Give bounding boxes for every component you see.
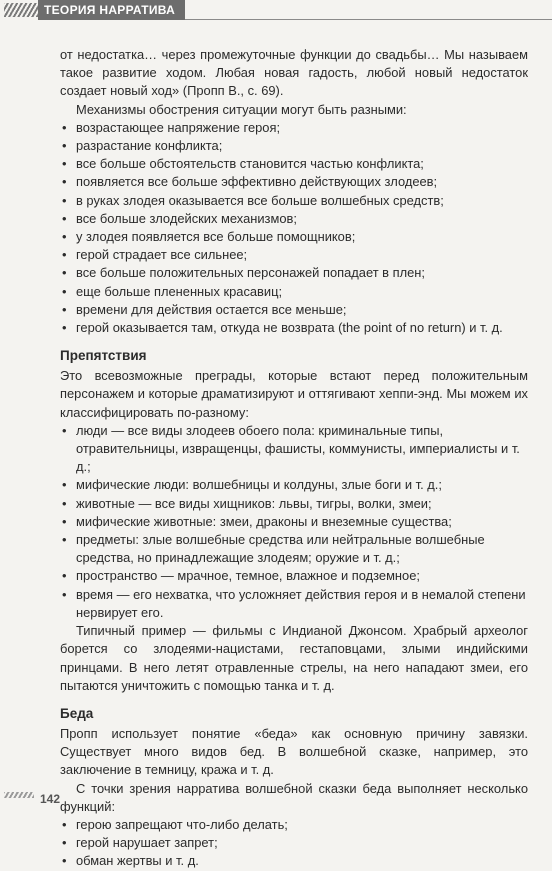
trouble-list bbox=[60, 816, 528, 871]
list-item: • мифические люди: волшебницы и колдуны, злые боги и т. д.; bbox=[60, 476, 528, 494]
list-item: • все больше злодейских механизмов; bbox=[60, 210, 528, 228]
list-item: • герой нарушает запрет; bbox=[60, 834, 528, 852]
list-item: • разрастание конфликта; bbox=[60, 137, 528, 155]
running-header-title: ТЕОРИЯ НАРРАТИВА bbox=[38, 0, 185, 20]
list-item: • обман жертвы и т. д. bbox=[60, 852, 528, 870]
list-item: • у злодея появляется все больше помощников; bbox=[60, 228, 528, 246]
list-item: • возрастающее напряжение героя; bbox=[60, 119, 528, 137]
list-item: • времени для действия остается все меньше; bbox=[60, 301, 528, 319]
text-column bbox=[60, 46, 528, 871]
trouble-functions-paragraph: С точки зрения нарратива волшебной сказки беда выполняет несколько функций: bbox=[60, 780, 528, 814]
obstacles-paragraph: Это всевозможные преграды, которые встают перед положительным персонажем и которые драматизируют и оттягивают хеппи-энд. Мы можем их классифицировать по-разному: bbox=[60, 368, 528, 420]
header-rule bbox=[185, 0, 552, 20]
example-paragraph: Типичный пример — фильмы с Индианой Джонсом. Храбрый археолог борется со злодеями-нацистами, гестаповцами, злыми индийскими принцами. В него летят отравленные стрелы, на него нападают змеи, его пытаются уничтожить с помощью танка и т. д. bbox=[60, 623, 528, 693]
page-number: 142 bbox=[40, 792, 61, 806]
list-item: • предметы: злые волшебные средства или нейтральные волшебные средства, но принадлежащие злодеям; оружие и т. д.; bbox=[60, 531, 528, 567]
list-item: • мифические животные: змеи, драконы и внеземные существа; bbox=[60, 513, 528, 531]
list-item: • в руках злодея оказывается все больше волшебных средств; bbox=[60, 192, 528, 210]
header-hatch-decoration bbox=[4, 3, 38, 17]
footer-hatch-decoration bbox=[4, 792, 34, 798]
list-item: • еще больше плененных красавиц; bbox=[60, 283, 528, 301]
list-item: • животные — все виды хищников: львы, тигры, волки, змеи; bbox=[60, 495, 528, 513]
list-item: • время — его нехватка, что усложняет действия героя и в немалой степени нервирует его. bbox=[60, 586, 528, 622]
trouble-heading: Беда bbox=[60, 705, 94, 721]
obstacles-heading: Препятствия bbox=[60, 348, 147, 364]
trouble-paragraph: Пропп использует понятие «беда» как основную причину завязки. Существует много видов бед. В волшебной сказке, например, это заключение в темницу, кража и т. д. bbox=[60, 725, 528, 778]
intro-paragraph: от недостатка… через промежуточные функции до свадьбы… Мы называем такое развитие ходом. Любая новая гадость, любой новый недостаток создает новый ход» (Пропп В., с. 69). bbox=[60, 47, 528, 99]
mechanisms-paragraph: Механизмы обострения ситуации могут быть разными: bbox=[76, 101, 407, 117]
list-item: • пространство — мрачное, темное, влажное и подземное; bbox=[60, 567, 528, 585]
list-item: • все больше обстоятельств становится частью конфликта; bbox=[60, 155, 528, 173]
list-item: • герою запрещают что-либо делать; bbox=[60, 816, 528, 834]
list-item: • люди — все виды злодеев обоего пола: криминальные типы, отравительницы, извращенцы, фашисты, коммунисты, империалисты и т. д.; bbox=[60, 422, 528, 477]
list-item: • герой страдает все сильнее; bbox=[60, 246, 528, 264]
mechanisms-list bbox=[60, 119, 528, 337]
page-footer bbox=[0, 790, 552, 806]
obstacles-list bbox=[60, 422, 528, 622]
list-item: • герой оказывается там, откуда не возврата (the point of no return) и т. д. bbox=[60, 319, 528, 337]
running-header bbox=[0, 0, 552, 22]
list-item: • появляется все больше эффективно действующих злодеев; bbox=[60, 173, 528, 191]
list-item: • все больше положительных персонажей попадает в плен; bbox=[60, 264, 528, 282]
